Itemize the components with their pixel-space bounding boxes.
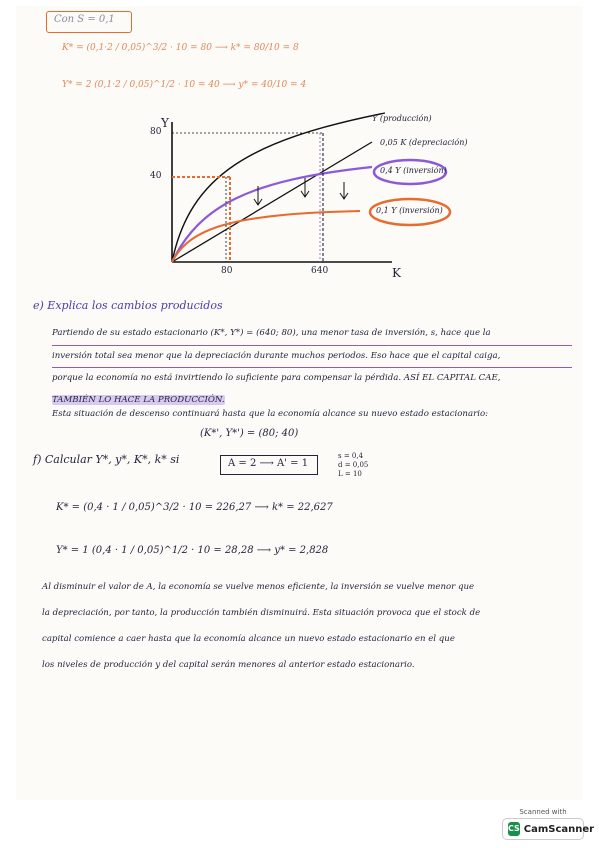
section-e-title: e) Explica los cambios producidos (33, 299, 223, 312)
section-e-paragraph (52, 323, 572, 411)
section-e-result: (K*', Y*') = (80; 40) (200, 428, 299, 439)
depreciation-line-label: 0,05 K (depreciación) (380, 138, 468, 147)
scanned-with-text: Scanned with (519, 808, 567, 816)
section-f-k-equation: K* = (0,4 · 1 / 0,05)^3/2 · 10 = 226,27 ⟶ k* = 22,627 (56, 502, 333, 513)
param-s: s = 0,4 (338, 452, 364, 460)
camscanner-watermark (502, 808, 595, 840)
conclusion-line-4: los niveles de producción y del capital serán menores al anterior estado estacionario. (42, 660, 415, 670)
solow-diagram (0, 0, 599, 300)
x-tick-80: 80 (221, 266, 233, 276)
header-label: Con S = 0,1 (54, 14, 115, 25)
param-l: L = 10 (338, 470, 362, 478)
section-e-line-2: inversión total sea menor que la depreciación durante muchos periodos. Eso hace que el capital caiga, (52, 346, 572, 369)
investment-04-label: 0,4 Y (inversión) (380, 166, 447, 175)
section-e-line-4: TAMBIÉN LO HACE LA PRODUCCIÓN. (52, 394, 225, 405)
y-tick-80: 80 (150, 127, 162, 137)
section-e-line-1: Partiendo de su estado estacionario (K*, Y*) = (640; 80), una menor tasa de inversión, s, hace que la (52, 323, 572, 346)
section-f-title: f) Calcular Y*, y*, K*, k* si (33, 453, 180, 466)
top-k-equation: K* = (0,1·2 / 0,05)^3/2 · 10 = 80 ⟶ k* = 80/10 = 8 (62, 43, 299, 53)
conclusion-line-2: la depreciación, por tanto, la producción también disminuirá. Esta situación provoca que el stock de (42, 608, 481, 618)
investment-01-label: 0,1 Y (inversión) (376, 206, 443, 215)
camscanner-logo-icon: CS (508, 822, 520, 836)
x-axis-label: K (392, 266, 401, 280)
y-tick-40: 40 (150, 171, 162, 181)
conclusion-line-1: Al disminuir el valor de A, la economía se vuelve menos eficiente, la inversión se vuelve menor que (42, 582, 475, 592)
conclusion-line-3: capital comience a caer hasta que la economía alcance un nuevo estado estacionario en el que (42, 634, 455, 644)
x-tick-640: 640 (311, 266, 329, 276)
section-e-line-3: porque la economía no está invirtiendo lo suficiente para compensar la pérdida. ASÍ EL CAPITAL CAE, (52, 373, 501, 383)
section-f-y-equation: Y* = 1 (0,4 · 1 / 0,05)^1/2 · 10 = 28,28 ⟶ y* = 2,828 (56, 545, 329, 556)
section-e-line-5: Esta situación de descenso continuará hasta que la economía alcance su nuevo estado estacionario: (52, 409, 489, 419)
camscanner-badge (502, 818, 595, 840)
param-d: d = 0,05 (338, 461, 369, 469)
y-axis-label: Y (161, 116, 169, 130)
section-f-boxed-text: A = 2 ⟶ A' = 1 (228, 458, 309, 469)
output-curve-label: Y (producción) (372, 114, 432, 123)
camscanner-name: CamScanner (523, 823, 595, 835)
conclusion-paragraph (42, 574, 480, 678)
top-y-equation: Y* = 2 (0,1·2 / 0,05)^1/2 · 10 = 40 ⟶ y* = 40/10 = 4 (62, 80, 307, 90)
